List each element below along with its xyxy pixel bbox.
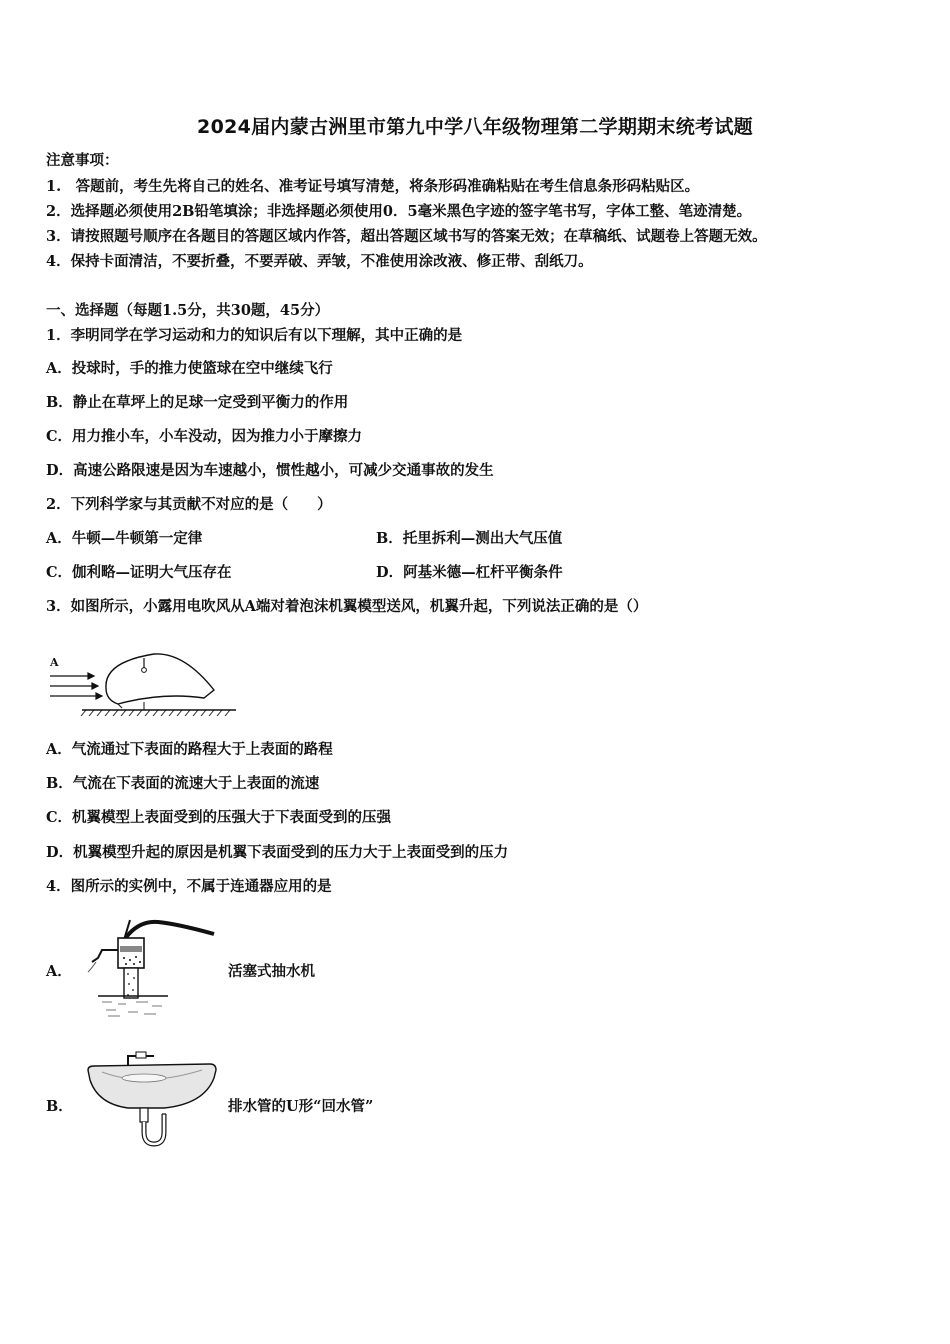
- notice-item: 2．选择题必须使用2B铅笔填涂；非选择题必须使用0．5毫米黑色字迹的签字笔书写，字体工整、笔迹清楚。: [46, 203, 752, 220]
- question-3-option-c: C．机翼模型上表面受到的压强大于下表面受到的压强: [46, 809, 392, 826]
- notice-heading: 注意事项：: [46, 152, 119, 169]
- question-2-stem: 2．下列科学家与其贡献不对应的是（ ）: [46, 496, 332, 513]
- notice-item: 1. 答题前，考生先将自己的姓名、准考证号填写清楚，将条形码准确粘贴在考生信息条形码粘贴区。: [46, 178, 700, 195]
- question-3-stem: 3．如图所示，小露用电吹风从A端对着泡沫机翼模型送风，机翼升起，下列说法正确的是（）: [46, 598, 648, 615]
- sink-u-trap-figure: [84, 1048, 220, 1150]
- page-title: 2024届内蒙古洲里市第九中学八年级物理第二学期期末统考试题: [197, 116, 753, 138]
- question-1-option-b: B．静止在草坪上的足球一定受到平衡力的作用: [46, 394, 349, 411]
- question-1-stem: 1．李明同学在学习运动和力的知识后有以下理解，其中正确的是: [46, 327, 463, 344]
- question-4-option-b-caption: 排水管的U形“回水管”: [228, 1098, 374, 1115]
- question-2-option-b: B．托里拆利—测出大气压值: [376, 530, 563, 547]
- notice-item: 4．保持卡面清洁，不要折叠，不要弄破、弄皱，不准使用涂改液、修正带、刮纸刀。: [46, 253, 593, 270]
- question-4-option-b-letter: B．: [46, 1098, 73, 1115]
- section-heading: 一、选择题（每题1.5分，共30题，45分）: [46, 302, 330, 319]
- question-1-option-a: A．投球时，手的推力使篮球在空中继续飞行: [46, 360, 333, 377]
- question-2-option-c: C．伽利略—证明大气压存在: [46, 564, 232, 581]
- question-4-option-a-letter: A．: [46, 963, 72, 980]
- wing-model-figure: [44, 646, 244, 718]
- piston-pump-figure: [78, 912, 220, 1020]
- question-1-option-d: D．高速公路限速是因为车速越小，惯性越小，可减少交通事故的发生: [46, 462, 494, 479]
- question-1-option-c: C．用力推小车，小车没动，因为推力小于摩擦力: [46, 428, 363, 445]
- notice-item: 3．请按照题号顺序在各题目的答题区域内作答，超出答题区域书写的答案无效；在草稿纸、试题卷上答题无效。: [46, 228, 767, 245]
- question-3-option-a: A．气流通过下表面的路程大于上表面的路程: [46, 741, 333, 758]
- question-3-option-b: B．气流在下表面的流速大于上表面的流速: [46, 775, 320, 792]
- question-2-option-a: A．牛顿—牛顿第一定律: [46, 530, 203, 547]
- question-3-option-d: D．机翼模型升起的原因是机翼下表面受到的压力大于上表面受到的压力: [46, 844, 509, 861]
- question-4-stem: 4．图所示的实例中，不属于连通器应用的是: [46, 878, 332, 895]
- figure-label-a: A: [50, 656, 59, 669]
- question-4-option-a-caption: 活塞式抽水机: [228, 963, 315, 980]
- question-2-option-d: D．阿基米德—杠杆平衡条件: [376, 564, 563, 581]
